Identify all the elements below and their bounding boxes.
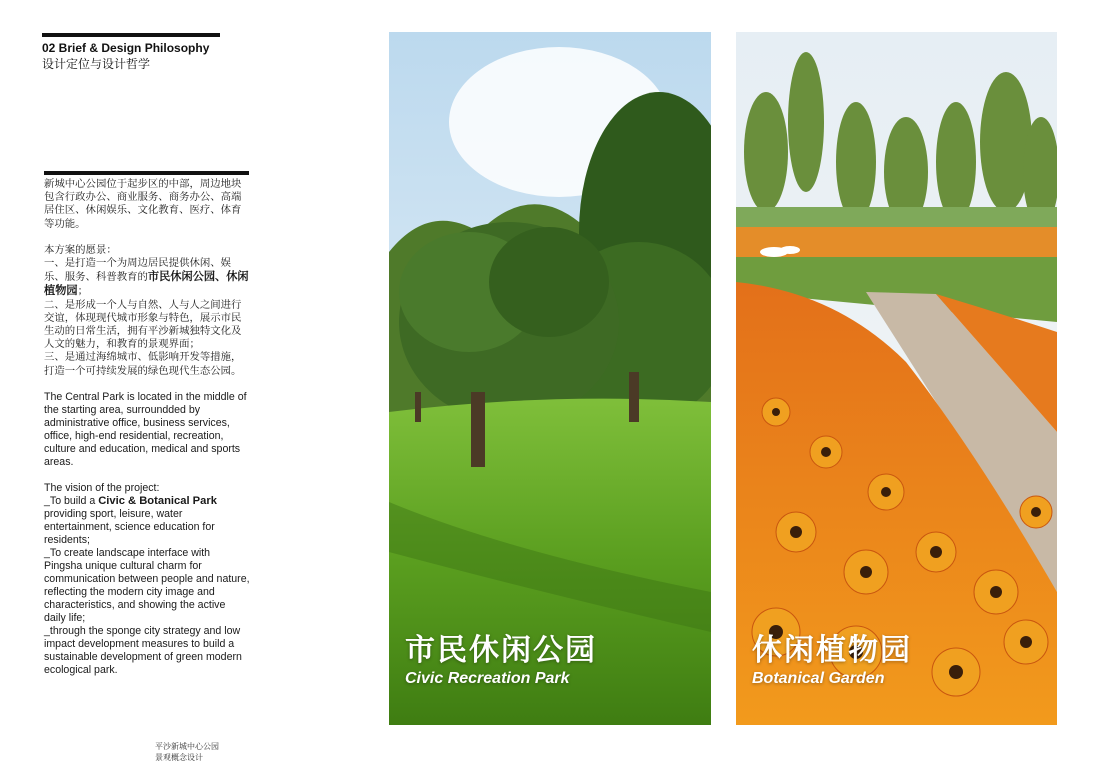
vision-1-highlight-zh: 市民休闲公园、休闲植物园 <box>44 270 249 298</box>
vision-3-en: _through the sponge city strategy and low impact development measures to build a sustainable development of green modern ecological park. <box>44 624 242 676</box>
caption-left <box>405 633 597 689</box>
vision-1-en: _To build a Civic & Botanical Park providing sport, leisure, water entertainment, science education for residents; <box>44 494 217 546</box>
caption-right-zh: 休闲植物园 <box>752 633 912 668</box>
section-title-zh: 设计定位与设计哲学 <box>42 57 151 71</box>
photo-civic-recreation-park <box>389 32 711 725</box>
footer <box>155 741 219 763</box>
vision-1-zh: 一、是打造一个为周边居民提供休闲、娱乐、服务、科普教育的市民休闲公园、休闲植物园； <box>44 257 249 298</box>
section-title <box>42 40 342 72</box>
caption-left-zh: 市民休闲公园 <box>405 633 597 668</box>
vision-title-zh: 本方案的愿景： <box>44 243 117 256</box>
vision-2-zh: 二、是形成一个人与自然、人与人之间进行交谊，体现现代城市形象与特色，展示市民生动的日常生活，拥有平沙新城独特文化及人文的魅力，和教育的景观界面； <box>44 298 242 351</box>
vision-3-zh: 三、是通过海绵城市、低影响开发等措施，打造一个可持续发展的绿色现代生态公园。 <box>44 351 242 377</box>
header-rule <box>42 33 220 37</box>
flower-field-image <box>736 32 1057 725</box>
caption-right-en: Botanical Garden <box>752 670 885 687</box>
caption-right <box>752 633 912 689</box>
section-title-en: 02 Brief & Design Philosophy <box>42 41 210 55</box>
footer-project-name: 平沙新城中心公园 <box>155 742 219 751</box>
park-lawn-image <box>389 32 711 725</box>
vision-2-en: _To create landscape interface with Pingsha unique cultural charm for communication between people and nature, reflecting the modern city image and characteristics, and showing the active daily life; <box>44 546 250 624</box>
intro-en: The Central Park is located in the middle of the starting area, surroundded by administrative office, business services, office, high-end residential, recreation, culture and education, medical and sports areas. <box>44 390 247 468</box>
caption-left-en: Civic Recreation Park <box>405 670 570 687</box>
vision-1-highlight-en: Civic & Botanical Park <box>98 494 217 507</box>
vision-title-en: The vision of the project: <box>44 481 160 494</box>
photo-botanical-garden <box>736 32 1057 725</box>
body-text <box>44 178 250 677</box>
footer-project-subtitle: 景观概念设计 <box>155 753 203 762</box>
intro-zh: 新城中心公园位于起步区的中部，周边地块包含行政办公、商业服务、商务办公、高端居住区、休闲娱乐、文化教育、医疗、体育等功能。 <box>44 178 242 230</box>
body-rule <box>44 171 249 175</box>
